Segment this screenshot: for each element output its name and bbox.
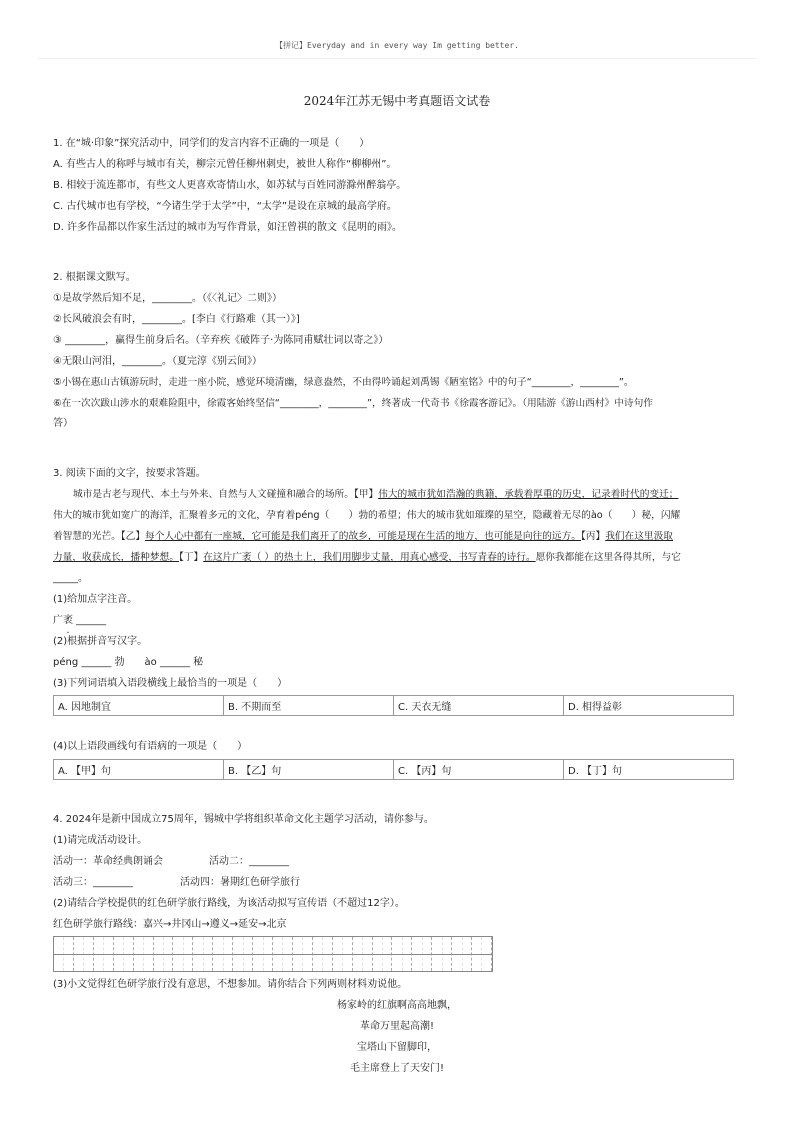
activity-3: 活动三：________ [53, 877, 133, 888]
q3-sub-3-options [53, 695, 734, 716]
q3-passage-text: 着智慧的光芒。【乙】 [53, 531, 146, 542]
q3-passage-line-2: 伟大的城市犹如宽广的海洋，汇聚着多元的文化，孕育着péng（ ）勃的希望；伟大的城市犹如璀璨的星空，隐藏着无尽的ào（ ）秘，闪耀 [53, 510, 681, 521]
answer-grid[interactable] [53, 936, 493, 972]
sentence-yi: 每个人心中都有一座城，它可能是我们离开了的故乡，可能是现在生活的地方，也可能是向往的远方。 [145, 531, 581, 542]
poem-line-3: 宝塔山下留脚印， [357, 1042, 437, 1053]
q1-option-c: C. 古代城市也有学校，“今诸生学于太学”中，“太学”是设在京城的最高学府。 [53, 201, 398, 212]
page-header: 【拼记】Everyday and in every way Im getting better. [275, 41, 519, 50]
q2-stem: 2. 根据课文默写。 [53, 272, 136, 283]
word-char: 广 [53, 615, 63, 626]
q2-line-3: ③ ________，赢得生前身后名。（辛弃疾《破阵子·为陈同甫赋壮词以寄之》） [53, 335, 389, 346]
q2-line-6-cont: 答） [53, 418, 73, 429]
header-divider [38, 58, 756, 59]
q4-stem: 4. 2024年是新中国成立75周年，锡城中学将组织革命文化主题学习活动，请你参与。 [53, 814, 434, 825]
answer-blank: ______ [73, 615, 107, 626]
poem-line-2: 革命万里起高潮! [359, 1021, 434, 1032]
activity-1: 活动一：革命经典朗诵会 [53, 856, 163, 867]
dotted-char: 袤 [63, 615, 73, 626]
activity-4: 活动四：暑期红色研学旅行 [180, 877, 300, 888]
q3-4-option-b: B. 【乙】句 [224, 760, 394, 780]
q2-line-5: ⑤小锡在惠山古镇游玩时，走进一座小院，感觉环境清幽，绿意盎然，不由得吟诵起刘禹锡《陋室铭》中的句子“________，________”。 [53, 377, 634, 388]
activity-2: 活动二：________ [209, 856, 289, 867]
q3-sub-1-answer [53, 611, 106, 632]
sentence-ding: 在这片广袤（ ）的热土上，我们用脚步丈量，用真心感受，书写青春的诗行。 [203, 552, 536, 563]
q1-option-a: A. 有些古人的称呼与城市有关，柳宗元曾任柳州刺史，被世人称作“柳柳州”。 [53, 159, 397, 170]
sentence-jia: 伟大的城市犹如浩瀚的典籍，承载着厚重的历史，记录着时代的变迁； [378, 489, 679, 500]
q3-passage-text: 愿你我都能在这里各得其所，与它 [535, 552, 681, 563]
q1-option-b: B. 相较于流连都市，有些文人更喜欢寄情山水，如苏轼与百姓同游滁州醉翁亭。 [53, 180, 407, 191]
q4-sub-3: (3)小文觉得红色研学旅行没有意思，不想参加。请你结合下列两则材料劝说他。 [53, 979, 408, 990]
q3-3-option-c: C. 天衣无缝 [394, 696, 564, 716]
q4-sub-1: (1)请完成活动设计。 [53, 835, 148, 846]
q3-3-option-d: D. 相得益彰 [564, 696, 734, 716]
q3-4-option-a: A. 【甲】句 [54, 760, 224, 780]
q3-4-option-c: C. 【丙】句 [394, 760, 564, 780]
q2-line-1: ①是故学然后知不足，________。（《〈礼记〉二则》） [53, 293, 282, 304]
q3-sub-2: (2)根据拼音写汉字。 [53, 636, 148, 647]
q3-3-option-a: A. 因地制宜 [54, 696, 224, 716]
q3-stem: 3. 阅读下面的文字，按要求答题。 [53, 468, 206, 479]
page-title: 2024年江苏无锡中考真题语文试卷 [303, 94, 491, 108]
q3-passage-text: 【丁】 [178, 552, 204, 563]
poem-line-1: 杨家岭的红旗啊高高地飘， [337, 1000, 457, 1011]
q2-line-2: ②长风破浪会有时，________。[李白《行路难（其一）》] [53, 314, 300, 325]
q3-sub-4: (4)以上语段画线句有语病的一项是（ ） [53, 741, 248, 752]
route-text: 红色研学旅行路线：嘉兴→井冈山→遵义→延安→北京 [53, 919, 287, 930]
q3-passage-line-1 [73, 485, 678, 506]
q1-option-d: D. 许多作品都以作家生活过的城市为写作背景，如汪曾祺的散文《昆明的雨》。 [53, 222, 403, 233]
q3-3-option-b: B. 不期而至 [224, 696, 394, 716]
q4-sub-2: (2)请结合学校提供的红色研学旅行路线，为该活动拟写宣传语（不超过12字）。 [53, 898, 405, 909]
q3-sub-2-answer: péng ______ 勃 ào ______ 秘 [53, 657, 204, 668]
poem-line-4: 毛主席登上了天安门! [349, 1063, 444, 1074]
q1-stem: 1. 在“城·印象”探究活动中，同学们的发言内容不正确的一项是（ ） [53, 138, 370, 149]
q3-passage-text: 城市是古老与现代、本土与外来、自然与人文碰撞和融合的场所。【甲】 [73, 489, 379, 500]
q3-passage-line-3 [53, 527, 673, 548]
q3-passage-line-5: _____。 [53, 573, 88, 584]
q3-sub-1: (1)给加点字注音。 [53, 594, 138, 605]
q2-line-6: ⑥在一次次跋山涉水的艰难险阻中，徐霞客始终坚信“________，________”，终著成一代奇书《徐霞客游记》。（用陆游《游山西村》中诗句作 [53, 398, 653, 409]
q2-line-4: ④无限山河泪，________。（夏完淳《别云间》） [53, 356, 262, 367]
q3-sub-4-options [53, 759, 734, 780]
sentence-bing: 我们在这里汲取 [605, 531, 673, 542]
q3-4-option-d: D. 【丁】句 [564, 760, 734, 780]
q3-sub-3: (3)下列词语填入语段横线上最恰当的一项是（ ） [53, 678, 288, 689]
q3-passage-text: 【丙】 [580, 531, 606, 542]
sentence-bing-cont: 力量，收获成长，播种梦想。 [53, 552, 179, 563]
q3-passage-line-4 [53, 548, 681, 569]
